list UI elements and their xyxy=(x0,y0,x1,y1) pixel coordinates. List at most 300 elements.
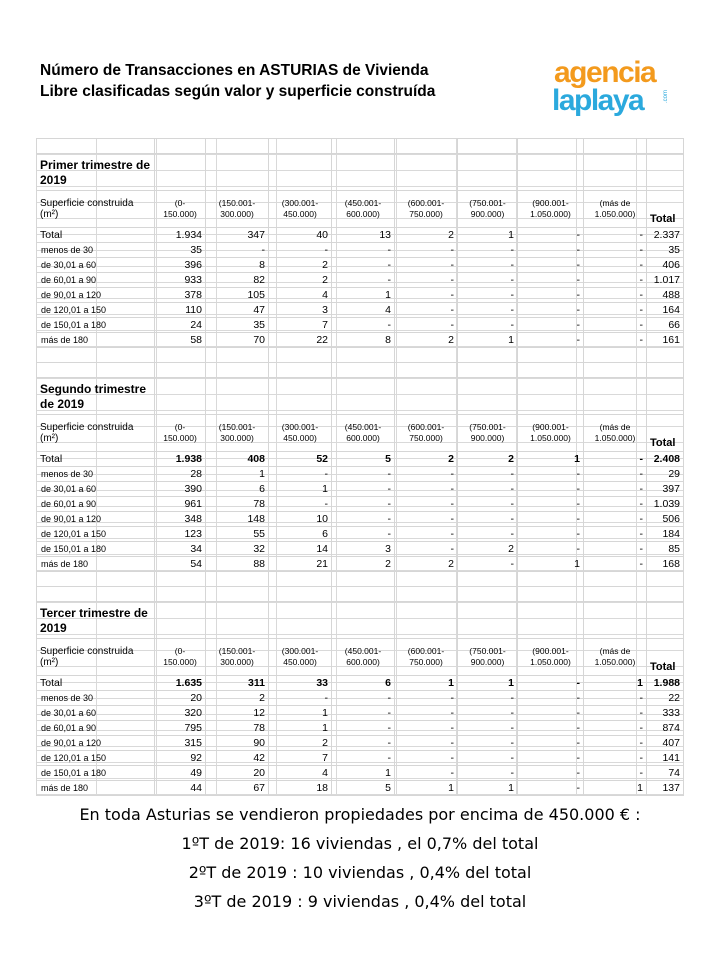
table-cell: - xyxy=(269,467,332,482)
table-cell: 488 xyxy=(647,288,684,303)
table-cell: 2 xyxy=(269,258,332,273)
table-cell: - xyxy=(518,542,584,557)
price-range-header xyxy=(206,639,269,676)
price-range-line-1: (450.001- xyxy=(344,422,382,432)
table-cell: 406 xyxy=(647,258,684,273)
table-cell: 44 xyxy=(155,781,206,796)
spreadsheet xyxy=(36,42,683,796)
total-column-header: Total xyxy=(647,639,684,676)
table-cell: 85 xyxy=(647,542,684,557)
table-cell: 4 xyxy=(269,766,332,781)
quarter-title: Segundo trimestre de 2019 xyxy=(37,378,155,415)
table-cell: 1 xyxy=(584,781,647,796)
price-range-header xyxy=(518,415,584,452)
price-range-line-1: (0- xyxy=(174,646,186,656)
table-cell: - xyxy=(332,258,395,273)
table-cell: 2 xyxy=(395,452,458,467)
surface-header-line-1: Superficie construida xyxy=(40,198,134,209)
table-cell: - xyxy=(458,497,518,512)
table-cell: 408 xyxy=(206,452,269,467)
surface-header-line-2: (m²) xyxy=(40,209,59,220)
table-cell: 70 xyxy=(206,333,269,348)
table-cell: - xyxy=(332,751,395,766)
table-cell: 42 xyxy=(206,751,269,766)
table-cell: 6 xyxy=(206,482,269,497)
table-cell: 82 xyxy=(206,273,269,288)
table-cell: - xyxy=(332,273,395,288)
table-cell: 333 xyxy=(647,706,684,721)
price-range-line-1: (450.001- xyxy=(344,646,382,656)
table-cell: 164 xyxy=(647,303,684,318)
price-range-line-2: 900.000) xyxy=(470,209,505,219)
table-cell: - xyxy=(518,676,584,691)
empty-row xyxy=(37,587,684,602)
price-range-header xyxy=(269,415,332,452)
table-cell: - xyxy=(269,497,332,512)
table-cell: 1.635 xyxy=(155,676,206,691)
sheet-header xyxy=(36,42,683,138)
table-cell: 52 xyxy=(269,452,332,467)
table-cell: 348 xyxy=(155,512,206,527)
logo-suffix: .com xyxy=(663,90,669,104)
row-label: menos de 30 xyxy=(37,467,155,482)
quarter-title: Primer trimestre de 2019 xyxy=(37,154,155,191)
price-range-header xyxy=(332,415,395,452)
title-line-1: Número de Transacciones en ASTURIAS de Vivienda xyxy=(40,62,429,79)
total-column-header: Total xyxy=(647,191,684,228)
total-row xyxy=(37,452,684,467)
empty-row xyxy=(37,572,684,587)
table-row xyxy=(37,557,684,572)
table-cell: - xyxy=(458,766,518,781)
table-cell: - xyxy=(518,258,584,273)
table-cell: - xyxy=(332,467,395,482)
table-cell: - xyxy=(458,557,518,572)
table-cell: 396 xyxy=(155,258,206,273)
table-cell: - xyxy=(269,243,332,258)
table-cell: 35 xyxy=(206,318,269,333)
table-cell: - xyxy=(458,482,518,497)
transactions-table xyxy=(36,138,684,796)
table-cell: - xyxy=(584,721,647,736)
table-row xyxy=(37,736,684,751)
price-range-line-2: 450.000) xyxy=(283,209,317,219)
table-cell: 13 xyxy=(332,228,395,243)
table-row xyxy=(37,766,684,781)
price-range-line-1: (0- xyxy=(174,198,186,208)
table-cell: 7 xyxy=(269,318,332,333)
price-range-header xyxy=(332,191,395,228)
table-cell: 407 xyxy=(647,736,684,751)
table-row xyxy=(37,258,684,273)
price-range-line-2: 300.000) xyxy=(220,209,254,219)
table-cell: 28 xyxy=(155,467,206,482)
price-range-line-2: 750.000) xyxy=(409,657,443,667)
table-cell: 6 xyxy=(332,676,395,691)
table-cell: 74 xyxy=(647,766,684,781)
price-range-line-1: (900.001- xyxy=(532,198,569,208)
table-cell: - xyxy=(395,288,458,303)
table-cell: - xyxy=(458,751,518,766)
price-range-line-2: 1.050.000) xyxy=(530,657,571,667)
table-cell: 1 xyxy=(269,721,332,736)
table-cell: - xyxy=(584,288,647,303)
logo-word-1: agencia xyxy=(554,56,656,89)
row-label: más de 180 xyxy=(37,781,155,796)
surface-column-header xyxy=(37,415,155,452)
table-cell: - xyxy=(395,542,458,557)
table-cell: - xyxy=(518,288,584,303)
table-cell: - xyxy=(584,243,647,258)
surface-column-header xyxy=(37,191,155,228)
table-cell: 2 xyxy=(332,557,395,572)
table-row xyxy=(37,482,684,497)
table-cell: - xyxy=(518,766,584,781)
table-cell: - xyxy=(584,482,647,497)
price-range-line-1: (900.001- xyxy=(532,646,569,656)
price-range-line-2: 1.050.000) xyxy=(530,209,571,219)
table-cell: - xyxy=(518,243,584,258)
table-cell: 2 xyxy=(395,557,458,572)
table-cell: 54 xyxy=(155,557,206,572)
price-range-header xyxy=(395,639,458,676)
table-cell: 18 xyxy=(269,781,332,796)
table-cell: - xyxy=(518,333,584,348)
table-cell: - xyxy=(518,318,584,333)
column-header-row xyxy=(37,639,684,676)
table-cell: - xyxy=(584,557,647,572)
price-range-line-1: (600.001- xyxy=(407,422,445,432)
row-label: de 150,01 a 180 xyxy=(37,318,155,333)
table-cell: - xyxy=(332,736,395,751)
table-cell: - xyxy=(584,542,647,557)
table-cell: - xyxy=(395,273,458,288)
empty-row xyxy=(37,363,684,378)
price-range-header xyxy=(395,191,458,228)
table-cell: 311 xyxy=(206,676,269,691)
table-cell: 1 xyxy=(332,288,395,303)
row-label: de 90,01 a 120 xyxy=(37,288,155,303)
table-cell: 1 xyxy=(395,781,458,796)
price-range-header xyxy=(155,639,206,676)
table-cell: 141 xyxy=(647,751,684,766)
price-range-line-1: (750.001- xyxy=(469,198,506,208)
table-cell: - xyxy=(458,273,518,288)
table-cell: 184 xyxy=(647,527,684,542)
table-cell: 55 xyxy=(206,527,269,542)
row-label: de 90,01 a 120 xyxy=(37,736,155,751)
table-cell: - xyxy=(395,482,458,497)
table-cell: - xyxy=(395,736,458,751)
table-cell: - xyxy=(458,288,518,303)
table-cell: 7 xyxy=(269,751,332,766)
table-cell: - xyxy=(332,721,395,736)
table-cell: - xyxy=(332,691,395,706)
price-range-header xyxy=(395,415,458,452)
table-cell: 12 xyxy=(206,706,269,721)
total-row xyxy=(37,676,684,691)
price-range-header xyxy=(458,191,518,228)
table-cell: 21 xyxy=(269,557,332,572)
price-range-line-1: (150.001- xyxy=(218,646,256,656)
row-label: de 60,01 a 90 xyxy=(37,273,155,288)
table-cell: - xyxy=(395,721,458,736)
price-range-line-1: (0- xyxy=(174,422,186,432)
price-range-header xyxy=(584,191,647,228)
table-cell: - xyxy=(458,243,518,258)
table-cell: - xyxy=(584,706,647,721)
total-column-header: Total xyxy=(647,415,684,452)
row-label: de 150,01 a 180 xyxy=(37,766,155,781)
price-range-line-2: 1.050.000) xyxy=(594,209,636,219)
quarter-title-row xyxy=(37,154,684,191)
table-cell: - xyxy=(332,497,395,512)
table-cell: 137 xyxy=(647,781,684,796)
table-cell: 2 xyxy=(206,691,269,706)
table-cell: 6 xyxy=(269,527,332,542)
table-cell: - xyxy=(518,721,584,736)
table-cell: 1 xyxy=(458,781,518,796)
table-row xyxy=(37,303,684,318)
table-cell: - xyxy=(458,721,518,736)
row-label: menos de 30 xyxy=(37,691,155,706)
table-cell: - xyxy=(518,228,584,243)
table-cell: 1.039 xyxy=(647,497,684,512)
table-cell: 506 xyxy=(647,512,684,527)
table-cell: 320 xyxy=(155,706,206,721)
table-cell: 315 xyxy=(155,736,206,751)
table-cell: - xyxy=(518,691,584,706)
quarter-title-row xyxy=(37,602,684,639)
table-cell: 8 xyxy=(206,258,269,273)
table-row xyxy=(37,781,684,796)
price-range-line-1: (750.001- xyxy=(469,646,506,656)
table-cell: 390 xyxy=(155,482,206,497)
table-cell: 4 xyxy=(269,288,332,303)
table-cell: 92 xyxy=(155,751,206,766)
table-cell: 1 xyxy=(518,452,584,467)
table-row xyxy=(37,318,684,333)
surface-header-line-2: (m²) xyxy=(40,657,59,668)
table-cell: - xyxy=(518,781,584,796)
row-label: menos de 30 xyxy=(37,243,155,258)
table-cell: - xyxy=(584,318,647,333)
table-cell: 1 xyxy=(395,676,458,691)
table-cell: - xyxy=(518,512,584,527)
table-cell: 1 xyxy=(518,557,584,572)
price-range-header xyxy=(458,415,518,452)
price-range-header xyxy=(518,191,584,228)
table-cell: 1 xyxy=(584,676,647,691)
table-cell: 874 xyxy=(647,721,684,736)
summary-line-1: En toda Asturias se vendieron propiedades por encima de 450.000 € : xyxy=(79,805,641,824)
price-range-line-2: 150.000) xyxy=(163,657,197,667)
price-range-line-2: 300.000) xyxy=(220,433,254,443)
row-label: de 60,01 a 90 xyxy=(37,497,155,512)
table-cell: 1.988 xyxy=(647,676,684,691)
table-row xyxy=(37,467,684,482)
table-cell: - xyxy=(269,691,332,706)
price-range-line-2: 900.000) xyxy=(470,657,505,667)
table-cell: - xyxy=(395,497,458,512)
table-cell: 5 xyxy=(332,452,395,467)
table-cell: 1 xyxy=(269,482,332,497)
table-cell: 22 xyxy=(269,333,332,348)
table-cell: 1 xyxy=(458,228,518,243)
table-cell: - xyxy=(395,512,458,527)
row-label: de 90,01 a 120 xyxy=(37,512,155,527)
table-cell: - xyxy=(584,303,647,318)
table-cell: - xyxy=(395,318,458,333)
row-label: de 150,01 a 180 xyxy=(37,542,155,557)
table-cell: 795 xyxy=(155,721,206,736)
table-cell: 67 xyxy=(206,781,269,796)
table-cell: 49 xyxy=(155,766,206,781)
price-range-line-2: 1.050.000) xyxy=(594,657,636,667)
price-range-line-1: (más de xyxy=(599,646,631,656)
price-range-line-1: (150.001- xyxy=(218,422,256,432)
table-cell: 90 xyxy=(206,736,269,751)
table-cell: 961 xyxy=(155,497,206,512)
table-cell: - xyxy=(458,691,518,706)
table-cell: 20 xyxy=(206,766,269,781)
price-range-line-1: (900.001- xyxy=(532,422,569,432)
table-row xyxy=(37,333,684,348)
table-cell: 397 xyxy=(647,482,684,497)
price-range-line-1: (600.001- xyxy=(407,646,445,656)
table-cell: - xyxy=(332,482,395,497)
price-range-header xyxy=(332,639,395,676)
price-range-line-1: (300.001- xyxy=(281,422,319,432)
table-cell: 2 xyxy=(269,273,332,288)
title-line-2: Libre clasificadas según valor y superficie construída xyxy=(40,83,436,100)
table-cell: - xyxy=(518,527,584,542)
table-cell: - xyxy=(518,751,584,766)
table-cell: 2 xyxy=(269,736,332,751)
table-cell: - xyxy=(584,512,647,527)
price-range-line-2: 450.000) xyxy=(283,433,317,443)
empty-row xyxy=(37,139,684,154)
table-cell: 32 xyxy=(206,542,269,557)
empty-row xyxy=(37,348,684,363)
table-cell: - xyxy=(395,303,458,318)
price-range-line-2: 1.050.000) xyxy=(594,433,636,443)
table-cell: 1 xyxy=(458,333,518,348)
table-cell: - xyxy=(458,736,518,751)
price-range-line-1: (150.001- xyxy=(218,198,256,208)
row-label: más de 180 xyxy=(37,557,155,572)
summary-line-2: 1ºT de 2019: 16 viviendas , el 0,7% del total xyxy=(181,834,539,853)
price-range-header xyxy=(584,639,647,676)
logo-word-2: laplaya xyxy=(552,84,644,117)
table-cell: 1 xyxy=(458,676,518,691)
quarter-title: Tercer trimestre de 2019 xyxy=(37,602,155,639)
table-cell: 20 xyxy=(155,691,206,706)
table-row xyxy=(37,273,684,288)
table-cell: - xyxy=(584,751,647,766)
agencialaplaya-logo xyxy=(544,42,677,132)
price-range-line-2: 750.000) xyxy=(409,209,443,219)
table-cell: 2 xyxy=(458,542,518,557)
table-cell: 35 xyxy=(647,243,684,258)
price-range-header xyxy=(458,639,518,676)
price-range-line-2: 1.050.000) xyxy=(530,433,571,443)
table-cell: 3 xyxy=(332,542,395,557)
table-row xyxy=(37,751,684,766)
price-range-line-2: 150.000) xyxy=(163,433,197,443)
table-cell: 148 xyxy=(206,512,269,527)
row-label: Total xyxy=(37,676,155,691)
price-range-line-1: (más de xyxy=(599,422,631,432)
table-cell: - xyxy=(584,258,647,273)
table-cell: - xyxy=(458,318,518,333)
price-range-line-1: (300.001- xyxy=(281,646,319,656)
surface-column-header xyxy=(37,639,155,676)
table-cell: - xyxy=(458,467,518,482)
table-cell: 29 xyxy=(647,467,684,482)
price-range-header xyxy=(206,191,269,228)
quarter-title-row xyxy=(37,378,684,415)
table-cell: 88 xyxy=(206,557,269,572)
row-label: Total xyxy=(37,228,155,243)
table-cell: 35 xyxy=(155,243,206,258)
price-range-line-2: 600.000) xyxy=(346,209,380,219)
price-range-line-1: (más de xyxy=(599,198,631,208)
table-cell: - xyxy=(458,527,518,542)
price-range-line-1: (600.001- xyxy=(407,198,445,208)
table-cell: 1 xyxy=(269,706,332,721)
column-header-row xyxy=(37,415,684,452)
table-cell: - xyxy=(518,303,584,318)
summary-block xyxy=(0,800,720,916)
table-cell: 58 xyxy=(155,333,206,348)
table-cell: 24 xyxy=(155,318,206,333)
table-row xyxy=(37,706,684,721)
table-cell: 2 xyxy=(395,333,458,348)
table-cell: 10 xyxy=(269,512,332,527)
table-row xyxy=(37,512,684,527)
row-label: de 30,01 a 60 xyxy=(37,706,155,721)
table-cell: - xyxy=(395,766,458,781)
surface-header-line-1: Superficie construida xyxy=(40,646,134,657)
table-cell: - xyxy=(518,706,584,721)
table-row xyxy=(37,721,684,736)
table-cell: 3 xyxy=(269,303,332,318)
table-row xyxy=(37,691,684,706)
table-cell: - xyxy=(332,527,395,542)
price-range-header xyxy=(584,415,647,452)
table-cell: 4 xyxy=(332,303,395,318)
table-cell: - xyxy=(518,482,584,497)
table-cell: 347 xyxy=(206,228,269,243)
table-cell: 168 xyxy=(647,557,684,572)
table-cell: 78 xyxy=(206,721,269,736)
table-cell: - xyxy=(395,706,458,721)
table-cell: - xyxy=(458,706,518,721)
table-cell: - xyxy=(206,243,269,258)
price-range-line-1: (300.001- xyxy=(281,198,319,208)
table-cell: 22 xyxy=(647,691,684,706)
price-range-header xyxy=(269,191,332,228)
price-range-line-2: 600.000) xyxy=(346,433,380,443)
table-cell: - xyxy=(518,467,584,482)
table-row xyxy=(37,497,684,512)
price-range-line-2: 600.000) xyxy=(346,657,380,667)
row-label: de 60,01 a 90 xyxy=(37,721,155,736)
price-range-header xyxy=(518,639,584,676)
table-cell: 161 xyxy=(647,333,684,348)
table-cell: - xyxy=(395,751,458,766)
